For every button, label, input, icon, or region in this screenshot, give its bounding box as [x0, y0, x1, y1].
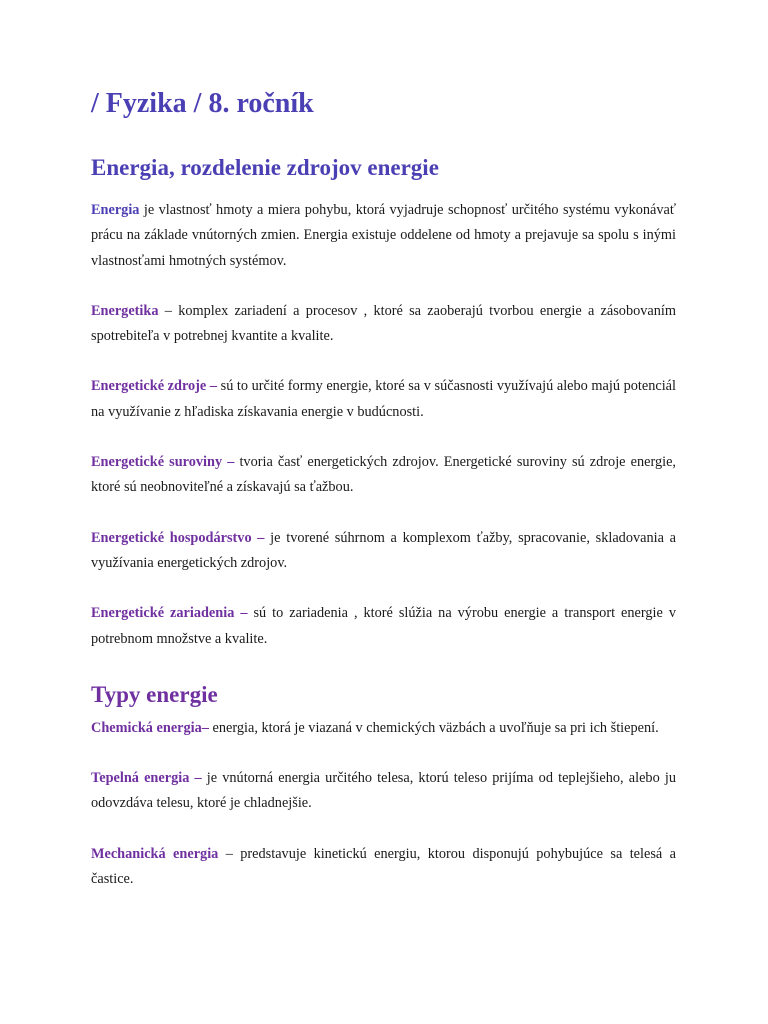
document-content [91, 86, 676, 892]
definition-text: energia, ktorá je viazaná v chemických väzbách a uvoľňuje sa pri ich štiepení. [208, 719, 659, 736]
definition-text: je tvorené súhrnom a komplexom ťažby, spracovanie, skladovania a využívania energetických zdrojov. [91, 529, 676, 571]
definition-chemicka-energia [91, 716, 676, 741]
definition-text: tvoria časť energetických zdrojov. Energetické suroviny sú zdroje energie, ktoré sú neobnoviteľné a získavajú sa ťažbou. [91, 454, 676, 496]
definition-tepelna-energia [91, 766, 676, 817]
term-tepelna-energia: Tepelná energia – [91, 770, 202, 787]
term-energeticke-zariadenia: Energetické zariadenia – [91, 605, 248, 622]
definition-energetika [91, 299, 676, 350]
section-heading-energy-sources: Energia, rozdelenie zdrojov energie [91, 155, 439, 180]
term-energeticke-hospodarstvo: Energetické hospodárstvo – [91, 529, 265, 546]
section-heading-energy-types: Typy energie [91, 681, 218, 707]
definition-mechanicka-energia [91, 842, 676, 893]
page-title: / Fyzika / 8. ročník [91, 88, 314, 119]
definition-text: je vnútorná energia určitého telesa, ktorú teleso prijíma od teplejšieho, alebo ju odovzdáva telesu, ktoré je chladnejšie. [91, 770, 676, 812]
definition-text: – predstavuje kinetickú energiu, ktorou disponujú pohybujúce sa telesá a častice. [91, 845, 676, 888]
term-energia: Energia [91, 202, 140, 218]
term-energetika: Energetika [91, 302, 159, 319]
term-mechanicka-energia: Mechanická energia [91, 845, 219, 862]
definition-text: sú to určité formy energie, ktoré sa v súčasnosti využívajú alebo majú potenciál na využívanie z hľadiska získavania energie v budúcnosti. [91, 378, 676, 420]
term-energeticke-suroviny: Energetické suroviny – [91, 454, 235, 471]
definition-text: – komplex zariadení a procesov , ktoré sa zaoberajú tvorbou energie a zásobovaním spotrebiteľa v potrebnej kvantite a kvalite. [91, 302, 676, 345]
definition-text: je vlastnosť hmoty a miera pohybu, ktorá vyjadruje schopnosť určitého systému vykonávať prácu na základe vnútorných zmien. Energia existuje oddelene od hmoty a prejavuje sa spolu s inými vlastnosťami hmotných systémov. [91, 202, 676, 269]
term-chemicka-energia: Chemická energia– [91, 719, 209, 736]
definition-text: sú to zariadenia , ktoré slúžia na výrobu energie a transport energie v potrebnom množstve a kvalite. [91, 605, 676, 647]
term-energeticke-zdroje: Energetické zdroje – [91, 378, 218, 395]
definition-energeticke-suroviny [91, 450, 676, 501]
definition-energeticke-hospodarstvo [91, 526, 676, 577]
definition-energia [91, 198, 676, 274]
definition-energeticke-zariadenia [91, 601, 676, 652]
definition-energeticke-zdroje [91, 374, 676, 425]
